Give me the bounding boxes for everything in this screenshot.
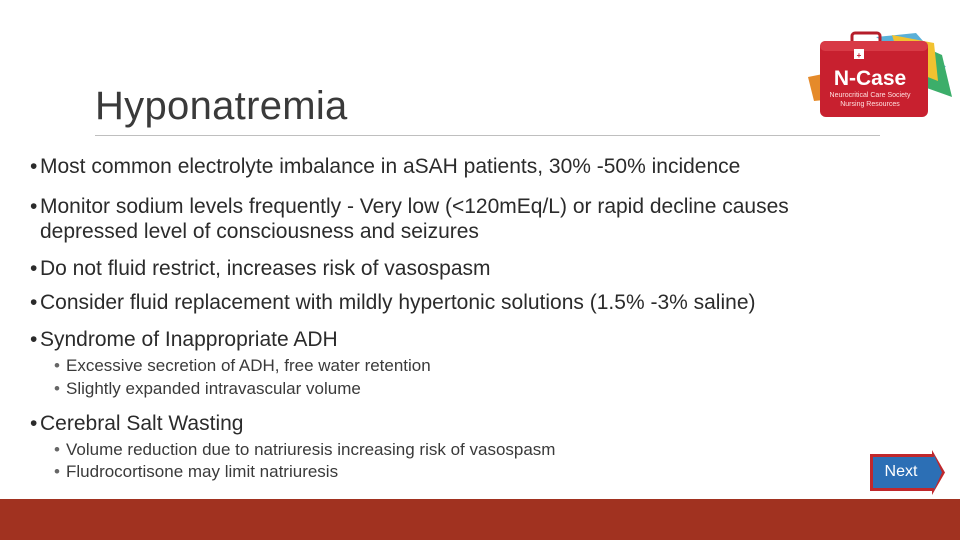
logo-tagline-1: Neurocritical Care Society [829,92,911,99]
bullet-icon: • [54,440,60,459]
n-case-logo [806,27,954,123]
title-divider [95,135,880,136]
bullet-item: • Cerebral Salt Wasting [30,412,244,435]
bullet-icon: • [30,155,38,178]
bullet-icon: • [54,379,60,398]
bullet-icon: • [30,195,38,218]
bullet-icon: • [30,257,38,280]
bullet-icon: • [30,412,38,435]
sub-bullet-item: • Excessive secretion of ADH, free water retention [54,356,431,375]
footer-bar [0,499,960,540]
bullet-icon: • [54,462,60,481]
next-button[interactable] [868,450,947,495]
bullet-item: • Do not fluid restrict, increases risk of vasospasm [30,257,491,280]
logo-name: N-Case [833,67,907,90]
sub-bullet-item: • Fludrocortisone may limit natriuresis [54,462,339,481]
sub-bullet-item: • Volume reduction due to natriuresis increasing risk of vasospasm [54,440,556,459]
bullet-item: • Most common electrolyte imbalance in aSAH patients, 30% -50% incidence [30,155,741,178]
bullet-item: • Monitor sodium levels frequently - Very low (<120mEq/L) or rapid decline causes depressed level of consciousness and seizures [30,195,789,243]
slide-title: Hyponatremia [95,84,348,128]
svg-text:+: + [856,51,862,60]
bullet-item: • Consider fluid replacement with mildly hypertonic solutions (1.5% -3% saline) [30,291,756,314]
next-button-label: Next [884,463,918,480]
logo-tagline-2: Nursing Resources [840,101,900,108]
bullet-item: • Syndrome of Inappropriate ADH [30,328,338,351]
bullet-icon: • [30,291,38,314]
sub-bullet-item: • Slightly expanded intravascular volume [54,379,361,398]
bullet-icon: • [30,328,38,351]
bullet-icon: • [54,356,60,375]
